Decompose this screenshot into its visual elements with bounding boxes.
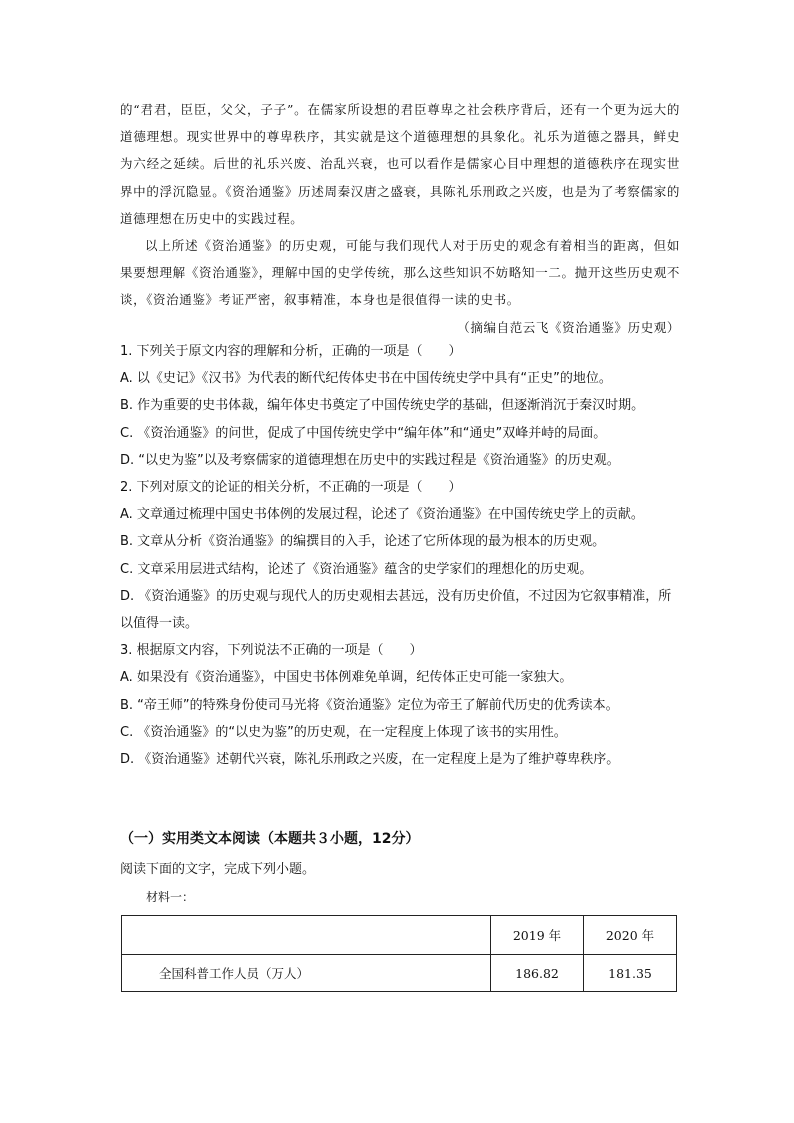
section-instruction: 阅读下面的文字，完成下列小题。 bbox=[120, 862, 316, 877]
question-2-stem: 2. 下列对原文的论证的相关分析，不正确的一项是（ ） bbox=[120, 480, 462, 496]
question-3-option-b: B. “帝王师”的特殊身份使司马光将《资治通鉴》定位为帝王了解前代历史的优秀读本。 bbox=[120, 697, 619, 713]
question-3-option-c: C. 《资治通鉴》的“以史为鉴”的历史观，在一定程度上体现了该书的实用性。 bbox=[120, 724, 567, 740]
question-2-option-b: B. 文章从分析《资治通鉴》的编撰目的入手，论述了它所体现的最为根本的历史观。 bbox=[120, 534, 606, 550]
question-2-option-c: C. 文章采用层进式结构，论述了《资治通鉴》蕴含的史学家们的理想化的历史观。 bbox=[120, 561, 593, 577]
question-2-option-d: D. 《资治通鉴》的历史观与现代人的历史观相去甚远，没有历史价值，不过因为它叙事精准，所以值得一读。 bbox=[120, 588, 672, 632]
question-1-stem: 1. 下列关于原文内容的理解和分析，正确的一项是（ ） bbox=[120, 344, 462, 359]
question-3-option-a: A. 如果没有《资治通鉴》，中国史书体例难免单调，纪传体正史可能一家独大。 bbox=[120, 670, 573, 686]
question-1-option-a: A. 以《史记》《汉书》为代表的断代纪传体史书在中国传统史学中具有“正史”的地位。 bbox=[120, 371, 612, 387]
question-2-option-a: A. 文章通过梳理中国史书体例的发展过程，论述了《资治通鉴》在中国传统史学上的贡献。 bbox=[120, 507, 644, 523]
table-cell: 186.82 bbox=[491, 955, 584, 992]
reading-passage bbox=[120, 96, 680, 341]
table-cell: 全国科普工作人员（万人） bbox=[122, 955, 491, 992]
table-header-cell: 2020 年 bbox=[584, 916, 677, 955]
table-row bbox=[122, 955, 677, 992]
passage-paragraph-1: 的“君君，臣臣，父父，子子”。在儒家所设想的君臣尊卑之社会秩序背后，还有一个更为远大的道德理想。现实世界中的尊卑秩序，其实就是这个道德理想的具象化。礼乐为道德之器具，鲜史为六经之延续。后世的礼乐兴废、治乱兴衰，也可以看作是儒家心目中理想的道德秩序在现实世界中的浮沉隐显。《资治通鉴》历述周秦汉唐之盛衰，具陈礼乐刑政之兴废，也是为了考察儒家的道德理想在历史中的实践过程。 bbox=[120, 102, 680, 226]
table-header-cell: 2019 年 bbox=[491, 916, 584, 955]
question-3-stem: 3. 根据原文内容，下列说法不正确的一项是（ ） bbox=[120, 643, 423, 659]
data-table bbox=[121, 915, 677, 992]
section-title: （一）实用类文本阅读（本题共３小题，12分） bbox=[120, 831, 420, 847]
question-3-option-d: D. 《资治通鉴》述朝代兴衰，陈礼乐刑政之兴废，在一定程度上是为了维护尊卑秩序。 bbox=[120, 752, 620, 768]
material-label: 材料一： bbox=[146, 890, 195, 904]
passage-source: （摘编自范云飞《资治通鉴》历史观） bbox=[457, 319, 680, 335]
passage-paragraph-2: 以上所述《资治通鉴》的历史观，可能与我们现代人对于历史的观念有着相当的距离，但如果要想理解《资治通鉴》，理解中国的史学传统，那么这些知识不妨略知一二。抛开这些历史观不谈，《资治通鉴》考证严密，叙事精准，本身也是很值得一读的史书。 bbox=[120, 238, 680, 308]
question-1-option-b: B. 作为重要的史书体裁，编年体史书奠定了中国传统史学的基础，但逐渐消沉于秦汉时期。 bbox=[120, 398, 645, 414]
question-1-option-d: D. “以史为鉴”以及考察儒家的道德理想在历史中的实践过程是《资治通鉴》的历史观。 bbox=[120, 452, 620, 468]
question-block bbox=[120, 338, 680, 773]
question-1-option-c: C. 《资治通鉴》的问世，促成了中国传统史学中“编年体”和“通史”双峰并峙的局面。 bbox=[120, 425, 607, 441]
table-header-row bbox=[122, 916, 677, 955]
table-cell: 181.35 bbox=[584, 955, 677, 992]
table-header-cell bbox=[122, 916, 491, 955]
